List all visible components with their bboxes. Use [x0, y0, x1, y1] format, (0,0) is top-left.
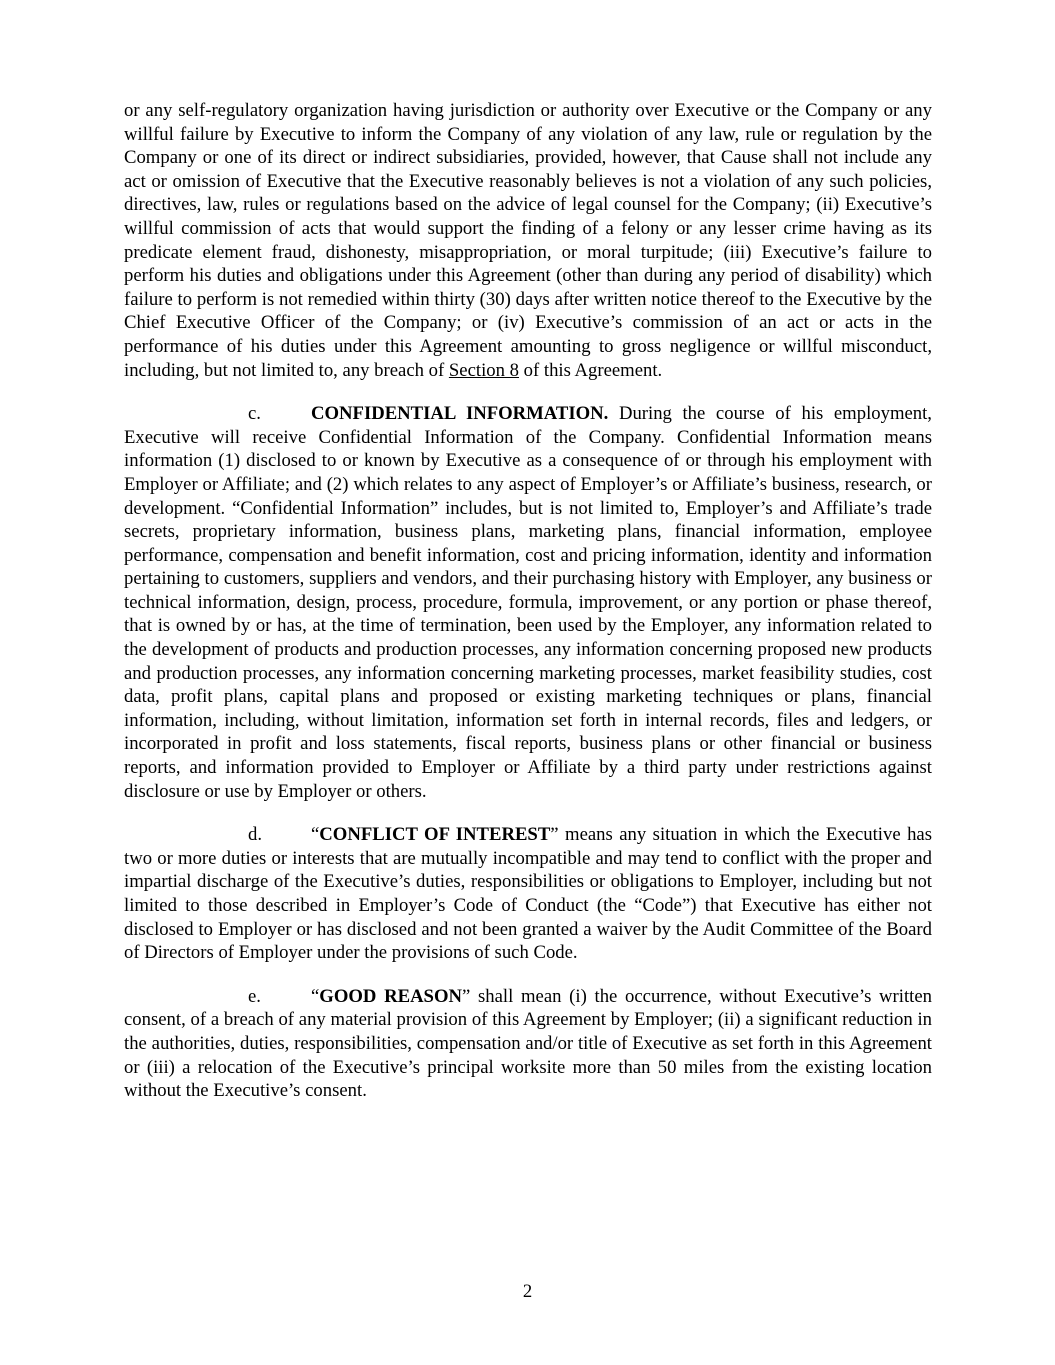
- paragraph-confidential-information: [124, 402, 932, 803]
- heading-confidential-information: CONFIDENTIAL INFORMATION.: [311, 403, 609, 425]
- open-quote: “: [311, 824, 320, 846]
- confidential-information-text: During the course of his employment, Executive will receive Confidential Information of the Company. Confidential Information means information (1) disclosed to or known by Executive as a consequence of or through his employment with Employer or Affiliate; and (2) which relates to any aspect of Employer’s or Affiliate’s business, research, or development. “Confidential Information” includes, but is not limited to, Employer’s and Affiliate’s trade secrets, proprietary information, business plans, marketing plans, financial information, employee performance, compensation and benefit information, cost and pricing information, identity and information pertaining to customers, suppliers and vendors, and their purchasing history with Employer, any business or technical information, design, process, procedure, formula, improvement, or any portion or phase thereof, that is owned by or has, at the time of termination, been used by the Employer, any information related to the development of products and production processes, any information concerning proposed new products and production processes, any information concerning marketing processes, market feasibility studies, cost data, profit plans, capital plans and proposed or existing marketing techniques or plans, financial information, including, without limitation, information set forth in internal records, files and ledgers, or incorporated in profit and loss statements, fiscal reports, business plans or other financial or business reports, and information provided to Employer or Affiliate by a third party under restrictions against disclosure or use by Employer or others.: [124, 403, 932, 802]
- conflict-of-interest-text: ” means any situation in which the Executive has two or more duties or interests that are mutually incompatible and may tend to conflict with the proper and impartial discharge of the Executive’s duties, responsibilities or obligations to Employer, including but not limited to those described in Employer’s Code of Conduct (the “Code”) that Executive has either not disclosed to Employer or has disclosed and not been granted a waiver by the Audit Committee of the Board of Directors of Employer under the provisions of such Code.: [124, 824, 933, 964]
- open-quote: “: [311, 985, 320, 1007]
- heading-conflict-of-interest: CONFLICT OF INTEREST: [319, 824, 551, 846]
- clause-letter-e: e.: [248, 985, 261, 1007]
- section-8-reference: Section 8: [448, 359, 519, 381]
- document-page: [124, 99, 932, 1103]
- heading-good-reason: GOOD REASON: [319, 985, 462, 1007]
- cause-text: or any self-regulatory organization having jurisdiction or authority over Executive or the Company or any willful failure by Executive to inform the Company of any violation of any law, rule or regulation by the Company or one of its direct or indirect subsidiaries, provided, however, that Cause shall not include any act or omission of Executive that the Executive reasonably believes is not a violation of any such policies, directives, law, rules or regulations based on the advice of legal counsel for the Company; (ii) Executive’s willful commission of acts that would support the finding of a felony or any lesser crime having as its predicate element fraud, dishonesty, misappropriation, or moral turpitude; (iii) Executive’s failure to perform his duties and obligations under this Agreement (other than during any period of disability) which failure to perform is not remedied within thirty (30) days after written notice thereof to the Executive by the Chief Executive Officer of the Company; or (iv) Executive’s commission of an act or acts in the performance of his duties under this Agreement amounting to gross negligence or willful misconduct, including, but not limited to, any breach of: [124, 100, 932, 381]
- cause-text-end: of this Agreement.: [518, 359, 663, 381]
- clause-letter-c: c.: [248, 403, 261, 425]
- clause-letter-d: d.: [248, 824, 263, 846]
- page-number: 2: [522, 1281, 533, 1302]
- paragraph-cause-continuation: [124, 99, 932, 382]
- paragraph-good-reason: [124, 985, 932, 1103]
- paragraph-conflict-of-interest: [124, 823, 932, 965]
- good-reason-text: ” shall mean (i) the occurrence, without Executive’s written consent, of a breach of any material provision of this Agreement by Employer; (ii) a significant reduction in the authorities, duties, responsibilities, compensation and/or title of Executive as set forth in this Agreement or (iii) a relocation of the Executive’s principal worksite more than 50 miles from the existing location without the Executive’s consent.: [124, 985, 932, 1102]
